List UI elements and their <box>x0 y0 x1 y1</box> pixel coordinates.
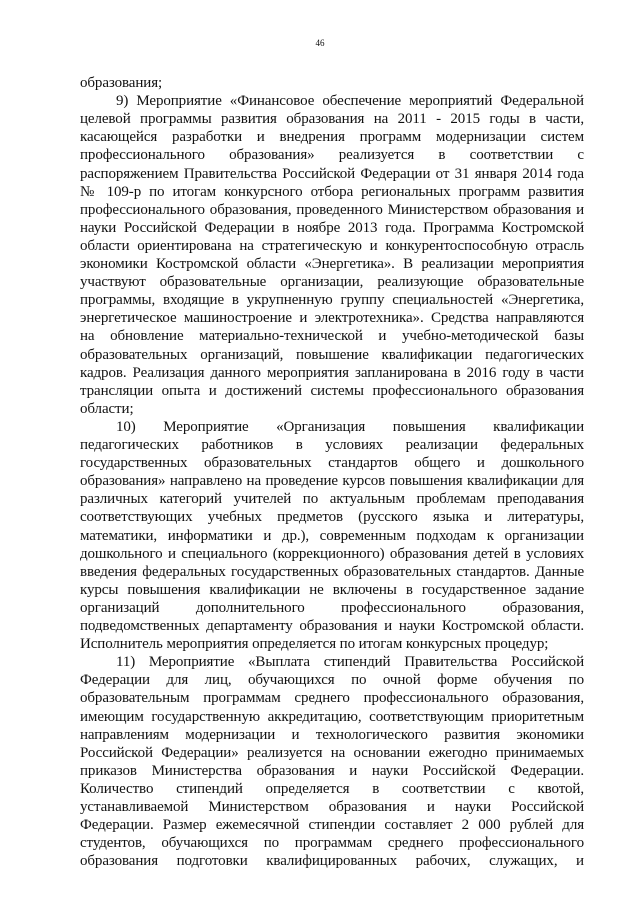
text-line: соответствующих учебных предметов (русского языка и литературы, <box>80 509 584 526</box>
text-line: введения федеральных государственных образовательных стандартов. Данные <box>80 563 584 580</box>
text-line: образования подготовки квалифицированных рабочих, служащих, и <box>80 853 584 870</box>
text-line: профессионального образования» реализуется в соответствии с <box>80 147 584 164</box>
text-line: участвуют образовательные организации, реализующие образовательные <box>80 274 584 291</box>
text-line: целевой программы развития образования на 2011 - 2015 годы в части, <box>80 111 584 128</box>
text-line: образовательных организаций, повышение квалификации педагогических <box>80 346 584 363</box>
text-line: курсы повышения квалификации не включены в государственное задание <box>80 581 584 598</box>
text-line: кадров. Реализация данного мероприятия запланирована в 2016 году в части <box>80 364 584 381</box>
text-line: на обновление материально-технической и учебно-методической базы <box>80 328 584 345</box>
text-line: Российской Федерации» реализуется на основании ежегодно принимаемых <box>80 744 584 761</box>
text-line: касающейся разработки и внедрения программ модернизации систем <box>80 129 584 146</box>
text-line: 10) Мероприятие «Организация повышения квалификации <box>116 418 584 435</box>
text-line: различных категорий учителей по актуальным проблемам преподавания <box>80 491 584 508</box>
text-line: Федерации. Размер ежемесячной стипендии составляет 2 000 рублей для <box>80 817 584 834</box>
text-line: образования» направлено на проведение курсов повышения квалификации для <box>80 473 584 490</box>
text-line: математики, информатики и др.), современным подходам к организации <box>80 527 584 544</box>
text-line: устанавливаемой Министерством образования и науки Российской <box>80 799 584 815</box>
text-line: подведомственных департаменту образования и науки Костромской области. <box>80 618 584 634</box>
text-line: 11) Мероприятие «Выплата стипендий Правительства Российской <box>116 654 584 671</box>
page-number: 46 <box>315 38 325 48</box>
text-line: имеющим государственную аккредитацию, соответствующим приоритетным <box>80 708 584 725</box>
text-line: направлениям модернизации и технологического развития экономики <box>80 726 584 743</box>
text-line: организаций дополнительного профессионального образования, <box>80 599 584 616</box>
text-line: программы, входящие в укрупненную группу специальностей «Энергетика, <box>80 292 584 309</box>
text-line: Исполнитель мероприятия определяется по итогам конкурсных процедур; <box>80 636 549 653</box>
text-line: области; <box>80 400 134 417</box>
text-line: 9) Мероприятие «Финансовое обеспечение мероприятий Федеральной <box>116 93 584 110</box>
text-line: образовательным программам среднего профессионального образования, <box>80 690 584 707</box>
text-line: энергетическое машиностроение и электротехника». Средства направляются <box>80 310 584 327</box>
text-line: № 109-р по итогам конкурсного отбора региональных программ развития <box>80 183 584 200</box>
text-line: педагогических работников в условиях реализации федеральных <box>80 437 584 453</box>
text-line: студентов, обучающихся по программам среднего профессионального <box>80 835 584 852</box>
text-line: профессионального образования, проведенного Министерством образования и <box>80 201 584 218</box>
text-line: дошкольного и специального (коррекционного) образования детей в условиях <box>80 545 584 562</box>
text-line: области ориентирована на стратегическую и конкурентоспособную отрасль <box>80 237 584 254</box>
text-line: Федерации для лиц, обучающихся по очной форме обучения по <box>80 672 584 689</box>
text-line: Количество стипендий определяется в соответствии с квотой, <box>80 780 584 797</box>
text-line: приказов Министерства образования и науки Российской Федерации. <box>80 762 584 779</box>
text-line: науки Российской Федерации в ноябре 2013 года. Программа Костромской <box>80 219 584 236</box>
text-line: распоряжением Правительства Российской Федерации от 31 января 2014 года <box>80 165 584 182</box>
text-line: трансляции опыта и достижений системы профессионального образования <box>80 382 584 399</box>
text-line: государственных образовательных стандартов общего и дошкольного <box>80 455 584 472</box>
text-line: образования; <box>80 75 163 91</box>
text-line: экономики Костромской области «Энергетика». В реализации мероприятия <box>80 256 584 272</box>
